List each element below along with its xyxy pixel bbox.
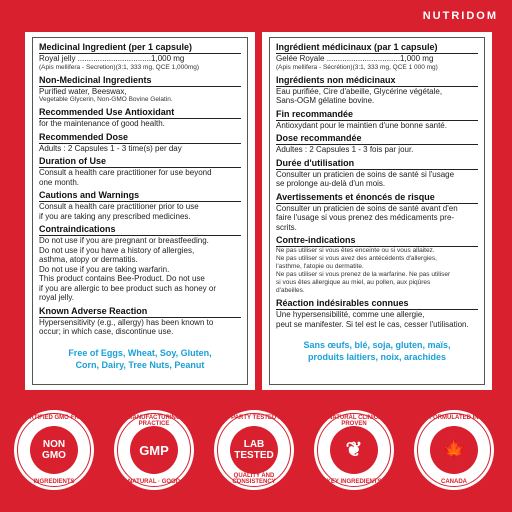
section-text: Consulter un praticien de soins de santé avant d'en [276, 203, 458, 213]
section-heading: Durée d'utilisation [276, 158, 478, 170]
section-text: Do not use if you are pregnant or breastfeeding. [39, 236, 209, 245]
section-heading: Known Adverse Reaction [39, 306, 241, 318]
allergen-line: Corn, Dairy, Tree Nuts, Peanut [75, 359, 205, 370]
english-label-panel [25, 32, 255, 390]
section-text: if you are allergic to bee product such as honey or [39, 283, 216, 293]
section-heading: Ingrédient médicinaux (par 1 capsule) [276, 42, 478, 54]
section-text: Royal jelly .................................1,000 mg [39, 54, 185, 63]
section-text: This product contains Bee-Product. Do not use [39, 274, 205, 283]
section-text: Purified water, Beeswax, [39, 86, 127, 96]
badge-top-text: CERTIFIED GMO-FREE [21, 415, 87, 421]
section-heading: Duration of Use [39, 156, 241, 168]
section-heading: Non-Medicinal Ingredients [39, 75, 241, 87]
section-text: Hypersensitivity (e.g., allergy) has been known to [39, 317, 214, 327]
badge-bottom-text: NATURAL · GOOD [127, 479, 181, 485]
section-text: scrits. [276, 222, 297, 232]
section-text: Consulter un praticien de soins de santé si l'usage [276, 169, 455, 179]
allergen-line: produits laitiers, noix, arachides [307, 352, 447, 362]
section-text: Adultes : 2 Capsules 1 - 3 fois par jour. [276, 145, 414, 154]
badge-ring [417, 413, 491, 487]
badge-bottom-text: INGREDIENTS [33, 479, 75, 485]
section-text: Gelée Royale .................................1,000 mg [276, 54, 434, 63]
badge-core-text: NON [42, 439, 66, 450]
badge-ring [17, 413, 91, 487]
allergen-statement [276, 339, 478, 363]
section-note: (Apis mellifera - Sécrétion)(3:1, 333 mg, QCE 1 000 mg) [276, 63, 438, 71]
section-note: d'abeilles. [276, 287, 305, 294]
section-text: se prolonge au-delà d'un mois. [276, 179, 386, 188]
section-heading: Medicinal Ingredient (per 1 capsule) [39, 42, 241, 54]
section-heading: Dose recommandée [276, 133, 478, 145]
section-heading: Avertissements et énoncés de risque [276, 192, 478, 204]
badge-core-text: ❦ [345, 438, 363, 461]
french-label-panel [262, 32, 492, 390]
section-text: Do not use if you are taking warfarin. [39, 264, 170, 274]
section-text: Consult a health care practitioner prior to use [39, 202, 199, 211]
section-heading: Réaction indésirables connues [276, 298, 478, 310]
canada-badge [412, 408, 496, 492]
section-text: Eau purifiée, Cire d'abeille, Glycérine végétale, [276, 86, 443, 96]
brand-logo: NUTRIDOM [422, 10, 498, 22]
section-text: peut se manifester. Si tel est le cas, cesser l'utilisation. [276, 319, 469, 329]
section-heading: Contre-indications [276, 235, 478, 247]
section-text: royal jelly. [39, 293, 74, 302]
section-heading: Contraindications [39, 224, 241, 236]
badge-bottom-text: KEY INGREDIENTS [326, 479, 382, 485]
section-text: one month. [39, 177, 80, 187]
badge-top-text: FORMULATED IN [429, 415, 479, 421]
section-heading: Cautions and Warnings [39, 190, 241, 202]
section-note: Ne pas utiliser si vous êtes enceinte ou si vous allaitez. [276, 247, 435, 254]
section-text: Une hypersensibilité, comme une allergie, [276, 310, 425, 319]
allergen-statement [39, 347, 241, 371]
section-text: Adults : 2 Capsules 1 - 3 time(s) per day [39, 143, 182, 153]
badge-core-text: 🍁 [441, 438, 467, 461]
section-heading: Recommended Use Antioxidant [39, 107, 241, 119]
section-text: Do not use if you have a history of allergies, [39, 245, 195, 255]
badge-top-text: MANUFACTURING PRACTICE [127, 415, 181, 427]
certification-badges [0, 408, 512, 498]
badge-top-text: 3RD PARTY TESTED FOR [217, 415, 291, 421]
badge-core-text: LAB [243, 439, 265, 450]
allergen-line: Sans œufs, blé, soja, gluten, maïs, [303, 340, 451, 350]
section-note: Ne pas utiliser si vous prenez de la warfarine. Ne pas utiliser [276, 271, 451, 278]
clinically-proven-badge [312, 408, 396, 492]
section-note: Vegetable Glycerin, Non-GMO Bovine Gelatin. [39, 96, 173, 103]
section-text: if you are taking any prescribed medicines. [39, 211, 191, 221]
section-text: asthma, atopy or dermatitis. [39, 255, 138, 264]
non-gmo-badge [12, 408, 96, 492]
section-heading: Fin recommandée [276, 109, 478, 121]
badge-core-text: GMP [139, 442, 169, 458]
section-note: l'asthme, l'atopie ou dermatite. [276, 263, 364, 270]
section-text: occur; in which case, discontinue use. [39, 327, 174, 336]
section-text: for the maintenance of good health. [39, 119, 165, 128]
section-text: Antioxydant pour le maintien d'une bonne santé. [276, 120, 447, 130]
lab-tested-badge [212, 408, 296, 492]
badge-bottom-text: CANADA [441, 479, 467, 485]
section-heading: Ingrédients non médicinaux [276, 75, 478, 87]
badge-bottom-text: QUALITY AND CONSISTENCY [232, 473, 276, 485]
section-heading: Recommended Dose [39, 132, 241, 144]
badge-core-text: GMO [42, 450, 66, 461]
section-text: faire l'usage si vous prenez des médicaments pre- [276, 213, 455, 222]
section-note: (Apis mellifera - Secretion)(3:1, 333 mg, QCE 1,000mg) [39, 63, 200, 71]
section-note: si vous êtes allergique au miel, au pollen, aux piqûres [276, 279, 431, 286]
badge-top-text: ALL NATURAL CLINICALLY PROVEN [314, 415, 394, 427]
section-text: Consult a health care practitioner for use beyond [39, 168, 212, 177]
section-text: Sans-OGM gélatine bovine. [276, 96, 375, 105]
gmp-badge [112, 408, 196, 492]
section-note: Ne pas utiliser si vous avez des antécédents d'allergies, [276, 255, 437, 262]
badge-core-text: TESTED [234, 450, 274, 461]
allergen-line: Free of Eggs, Wheat, Soy, Gluten, [68, 347, 212, 358]
